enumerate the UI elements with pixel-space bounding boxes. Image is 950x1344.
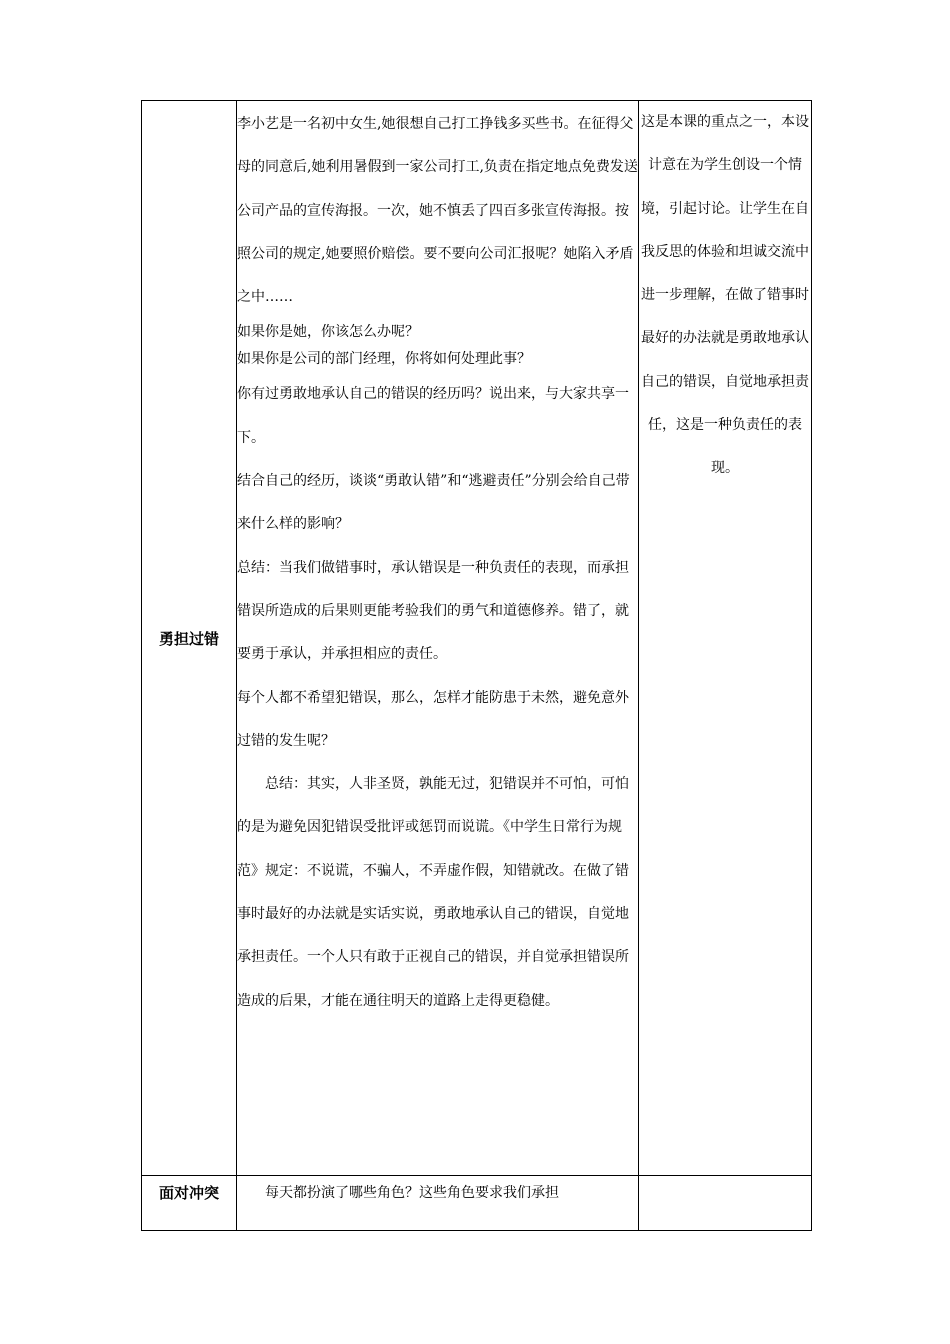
design-note: 这是本课的重点之一，本设计意在为学生创设一个情境，引起讨论。让学生在自我反思的体验和坦诚交流中进一步理解，在做了错事时最好的办法就是勇敢地承认自己的错误，自觉地承担责任，这是一种负责任的表现。: [641, 114, 809, 477]
section-heading-cell: [142, 1176, 237, 1231]
section-heading-cell: [142, 101, 237, 1176]
question: 结合自己的经历，谈谈“勇敢认错”和“逃避责任”分别会给自己带来什么样的影响？: [237, 473, 630, 533]
design-note-cell: [639, 1176, 812, 1231]
question: 你有过勇敢地承认自己的错误的经历吗？说出来，与大家共享一下。: [237, 386, 629, 446]
case-story: 李小艺是一名初中女生,她很想自己打工挣钱多买些书。在征得父母的同意后,她利用暑假到一家公司打工,负责在指定地点免费发送公司产品的宣传海报。一次，她不慎丢了四百多张宣传海报。按照公司的规定,她要照价赔偿。要不要向公司汇报呢？她陷入矛盾之中……: [237, 116, 638, 306]
design-note-cell: [639, 101, 812, 1176]
section-heading: 勇担过错: [158, 629, 219, 648]
section-heading: 面对冲突: [158, 1184, 219, 1202]
table-row: [142, 101, 812, 1176]
content-cell: [237, 101, 639, 1176]
lesson-plan-table: [141, 100, 812, 1231]
summary: 总结：其实，人非圣贤，孰能无过，犯错误并不可怕，可怕的是为避免因犯错误受批评或惩罚而说谎。《中学生日常行为规范》规定：不说谎，不骗人，不弄虚作假，知错就改。在做了错事时最好的办法就是实话实说，勇敢地承认自己的错误，自觉地承担责任。一个人只有敢于正视自己的错误，并自觉承担错误所造成的后果，才能在通往明天的道路上走得更稳健。: [237, 776, 629, 1009]
question: 每个人都不希望犯错误，那么，怎样才能防患于未然，避免意外过错的发生呢？: [237, 689, 629, 749]
content-cell: [237, 1176, 639, 1231]
question: 如果你是她，你该怎么办呢？: [237, 324, 419, 341]
question: 如果你是公司的部门经理，你将如何处理此事？: [237, 351, 531, 368]
summary: 总结：当我们做错事时，承认错误是一种负责任的表现，而承担错误所造成的后果则更能考验我们的勇气和道德修养。错了，就要勇于承认，并承担相应的责任。: [237, 559, 629, 663]
table-row: [142, 1176, 812, 1231]
content-text: 每天都扮演了哪些角色？这些角色要求我们承担: [265, 1185, 559, 1201]
